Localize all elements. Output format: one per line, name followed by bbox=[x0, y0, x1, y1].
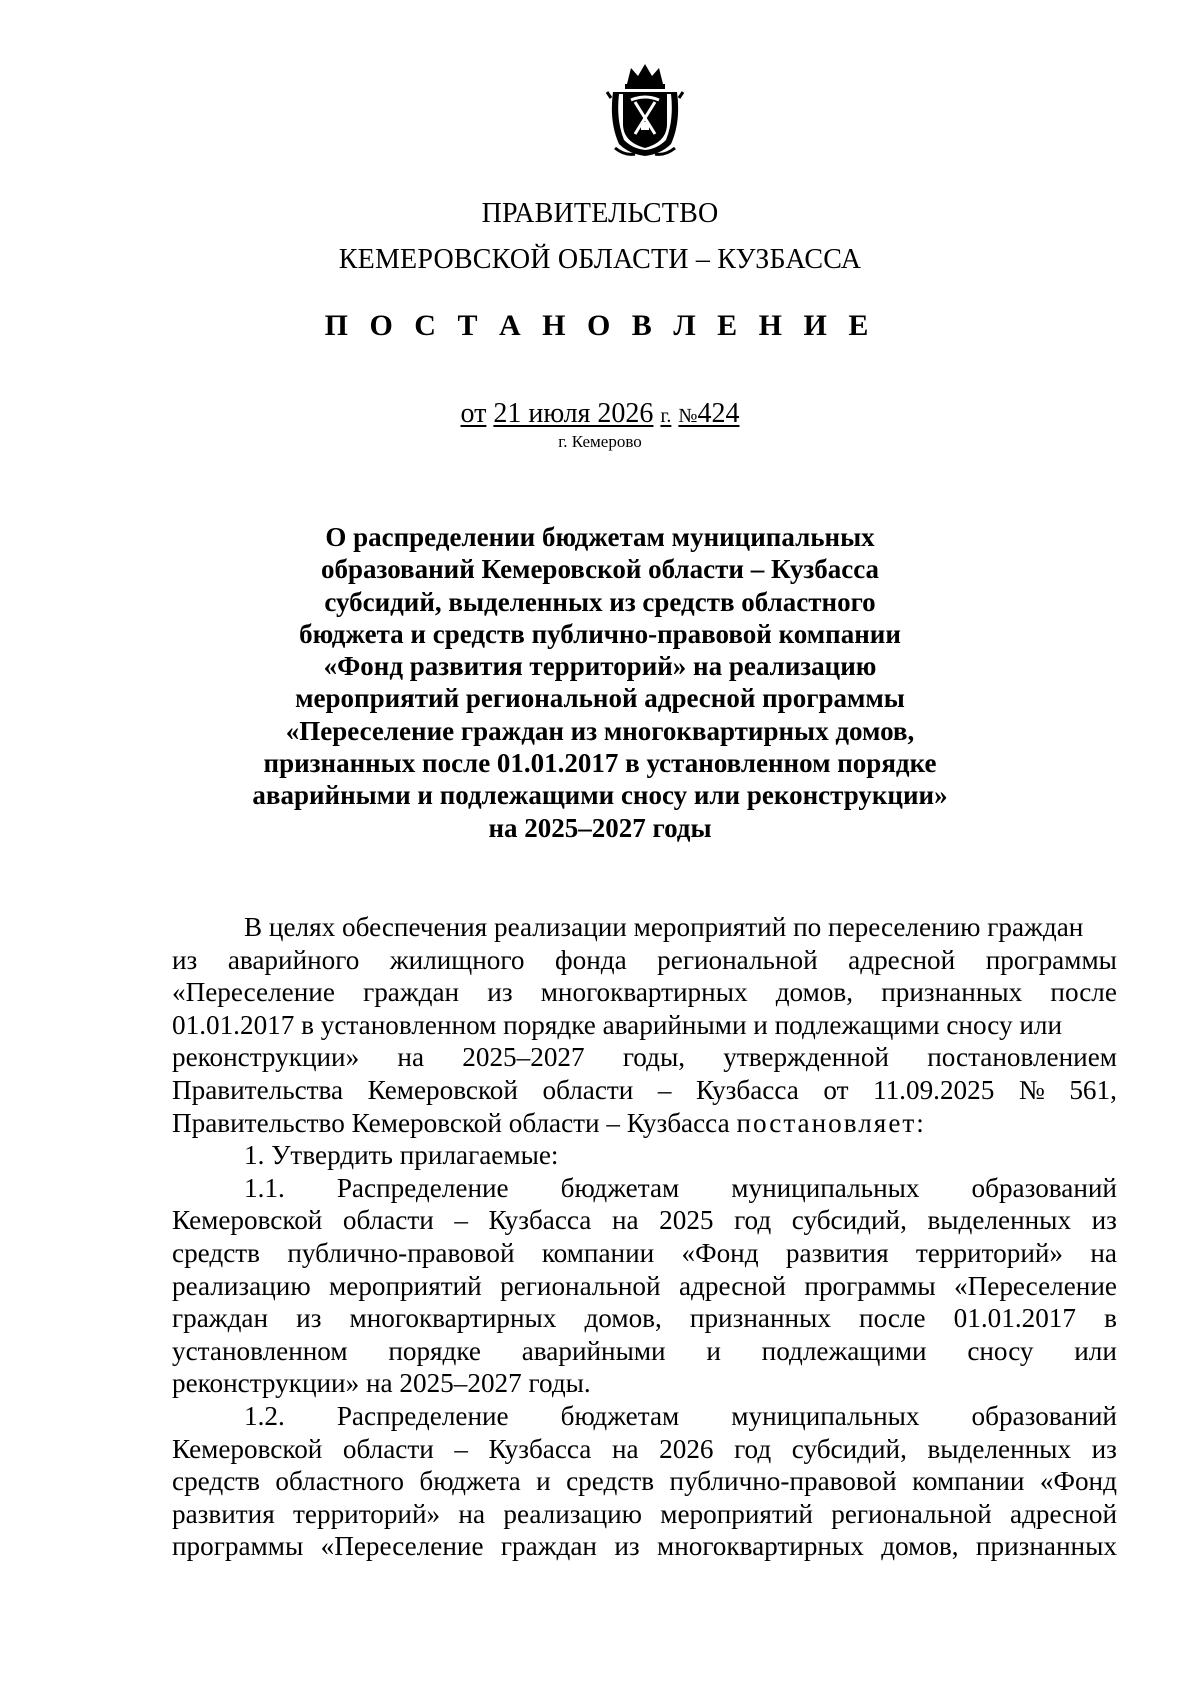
document-type-heading: П О С Т А Н О В Л Е Н И Е bbox=[324, 309, 876, 342]
body-line: 1.1. Распределение бюджетам муниципальных образований bbox=[244, 1172, 1117, 1203]
document-number: 424 bbox=[697, 398, 740, 429]
body-line: Кемеровской области – Кузбасса на 2026 год субсидий, выделенных из bbox=[172, 1433, 1117, 1464]
government-name-line-2: КЕМЕРОВСКОЙ ОБЛАСТИ – КУЗБАССА bbox=[338, 244, 862, 275]
body-line: 1.2. Распределение бюджетам муниципальных образований bbox=[244, 1400, 1117, 1431]
body-line: В целях обеспечения реализации мероприятий по переселению граждан bbox=[244, 912, 1084, 942]
body-line: 01.01.2017 в установленном порядке аварийными и подлежащими сносу или bbox=[172, 1009, 1063, 1040]
date-suffix: г. bbox=[660, 405, 672, 427]
body-line: граждан из многоквартирных домов, признанных после 01.01.2017 в bbox=[172, 1303, 1117, 1334]
document-title bbox=[0, 521, 1200, 844]
number-prefix: № bbox=[678, 405, 698, 427]
title-line: мероприятий региональной адресной программы bbox=[295, 683, 905, 714]
body-line: реализацию мероприятий региональной адресной программы «Переселение bbox=[172, 1270, 1117, 1301]
date-number-line bbox=[0, 398, 1200, 432]
body-line: «Переселение граждан из многоквартирных домов, признанных после bbox=[172, 977, 1117, 1008]
title-line: на 2025–2027 годы bbox=[488, 812, 712, 843]
date-value: 21 июля 2026 bbox=[493, 398, 654, 429]
coat-of-arms-icon bbox=[605, 62, 685, 158]
body-line: реконструкции» на 2025–2027 годы. bbox=[172, 1368, 591, 1399]
city-label: г. Кемерово bbox=[558, 432, 642, 451]
body-line bbox=[172, 1107, 1117, 1140]
body-line: Правительства Кемеровской области – Кузбасса от 11.09.2025 № 561, bbox=[172, 1074, 1117, 1105]
title-line: признанных после 01.01.2017 в установленном порядке bbox=[263, 748, 937, 779]
title-line: О распределении бюджетам муниципальных bbox=[325, 522, 875, 552]
body-line: средств областного бюджета и средств публично-правовой компании «Фонд bbox=[172, 1466, 1117, 1497]
body-line: Кемеровской области – Кузбасса на 2025 год субсидий, выделенных из bbox=[172, 1205, 1117, 1236]
title-line: бюджета и средств публично-правовой компании bbox=[299, 618, 901, 649]
title-line: образований Кемеровской области – Кузбасса bbox=[320, 554, 880, 585]
title-line: «Переселение граждан из многоквартирных домов, bbox=[285, 715, 915, 746]
body-line: установленном порядке аварийными и подлежащими сносу или bbox=[172, 1335, 1117, 1366]
title-line: «Фонд развития территорий» на реализацию bbox=[323, 651, 877, 682]
date-prefix: от bbox=[460, 398, 487, 429]
resolution-word: постановляет: bbox=[736, 1107, 926, 1138]
list-item-1: 1. Утвердить прилагаемые: bbox=[244, 1140, 559, 1171]
title-line: аварийными и подлежащими сносу или реконструкции» bbox=[252, 780, 948, 811]
body-line: развития территорий» на реализацию мероприятий региональной адресной bbox=[172, 1498, 1117, 1529]
body-text: Правительство Кемеровской области – Кузбасса bbox=[172, 1107, 730, 1138]
body-line: средств публично-правовой компании «Фонд развития территорий» на bbox=[172, 1237, 1117, 1268]
title-line: субсидий, выделенных из средств областного bbox=[324, 586, 876, 617]
body-line: из аварийного жилищного фонда региональной адресной программы bbox=[172, 944, 1117, 975]
document-body bbox=[172, 911, 1117, 1563]
body-line: программы «Переселение граждан из многоквартирных домов, признанных bbox=[172, 1531, 1117, 1562]
government-name-line-1: ПРАВИТЕЛЬСТВО bbox=[481, 198, 719, 229]
body-line: реконструкции» на 2025–2027 годы, утвержденной постановлением bbox=[172, 1042, 1117, 1073]
